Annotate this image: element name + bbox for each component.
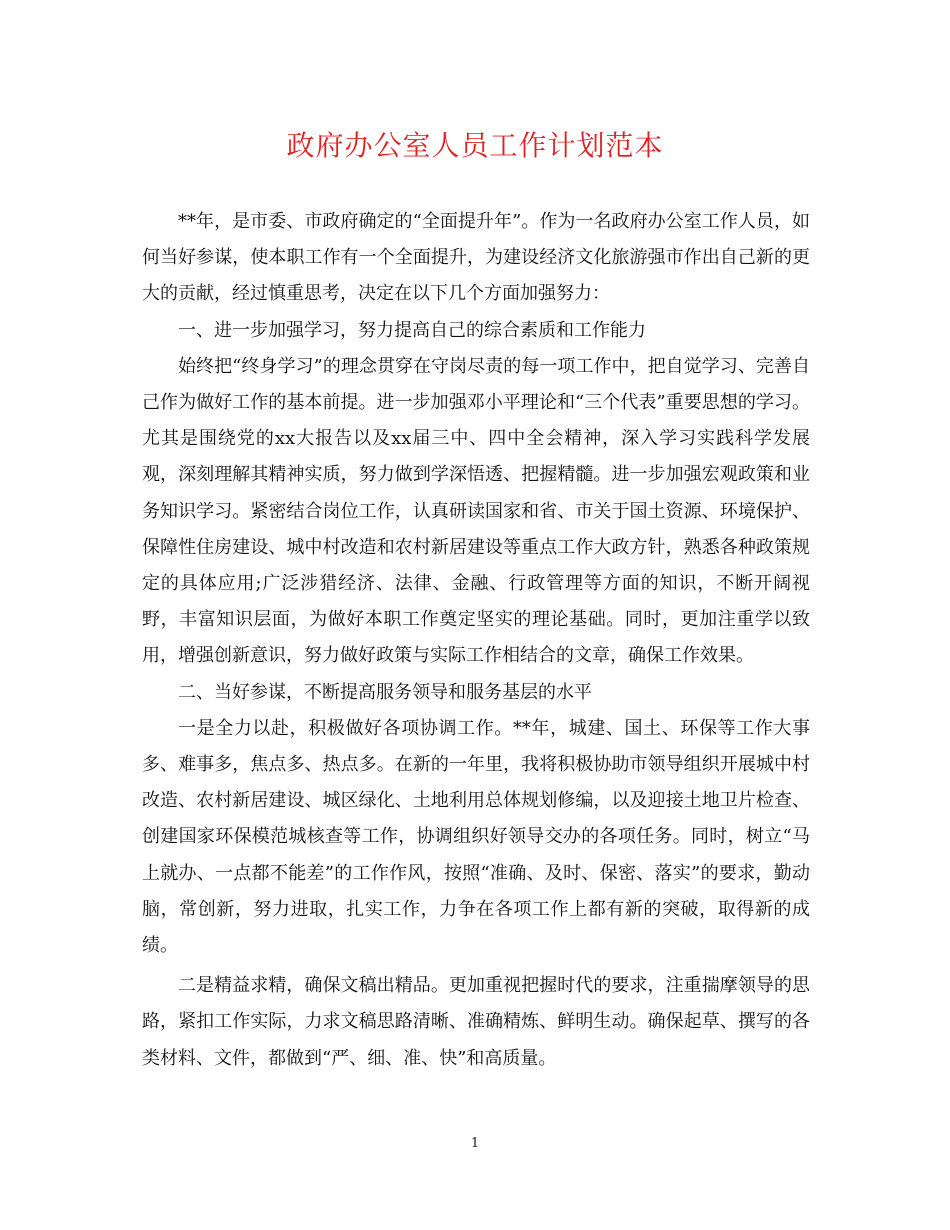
section-heading-1: 一、进一步加强学习，努力提高自己的综合素质和工作能力 xyxy=(178,319,646,341)
document-body xyxy=(142,204,810,1077)
paragraph-coordination: 一是全力以赴，积极做好各项协调工作。**年，城建、国土、环保等工作大事多、难事多，焦点多、热点多。在新的一年里，我将积极协助市领导组织开展城中村改造、农村新居建设、城区绿化、土地利用总体规划修编，以及迎接土地卫片检查、创建国家环保模范城核查等工作，协调组织好领导交办的各项任务。同时，树立“马上就办、一点都不能差”的工作作风，按照“准确、及时、保密、落实”的要求，勤动脑，常创新，努力进取，扎实工作，力争在各项工作上都有新的突破，取得新的成绩。 xyxy=(142,717,810,957)
paragraph-intro: **年，是市委、市政府确定的“全面提升年”。作为一名政府办公室工作人员，如何当好参谋，使本职工作有一个全面提升，为建设经济文化旅游强市作出自己新的更大的贡献，经过慎重思考，决定在以下几个方面加强努力： xyxy=(142,211,810,305)
section-heading-2: 二、当好参谋，不断提高服务领导和服务基层的水平 xyxy=(178,681,592,703)
document-title: 政府办公室人员工作计划范本 xyxy=(286,129,664,162)
page-number: 1 xyxy=(470,1136,480,1151)
paragraph-study: 始终把“终身学习”的理念贯穿在守岗尽责的每一项工作中，把自觉学习、完善自己作为做好工作的基本前提。进一步加强邓小平理论和“三个代表”重要思想的学习。尤其是围绕党的xx大报告以及xx届三中、四中全会精神，深入学习实践科学发展观，深刻理解其精神实质，努力做到学深悟透、把握精髓。进一步加强宏观政策和业务知识学习。紧密结合岗位工作，认真研读国家和省、市关于国土资源、环境保护、保障性住房建设、城中村改造和农村新居建设等重点工作大政方针，熟悉各种政策规定的具体应用;广泛涉猎经济、法律、金融、行政管理等方面的知识，不断开阔视野，丰富知识层面，为做好本职工作奠定坚实的理论基础。同时，更加注重学以致用，增强创新意识，努力做好政策与实际工作相结合的文章，确保工作效果。 xyxy=(142,355,810,667)
paragraph-documents: 二是精益求精，确保文稿出精品。更加重视把握时代的要求，注重揣摩领导的思路，紧扣工作实际，力求文稿思路清晰、准确精炼、鲜明生动。确保起草、撰写的各类材料、文件，都做到“严、细、准、快”和高质量。 xyxy=(142,975,810,1069)
